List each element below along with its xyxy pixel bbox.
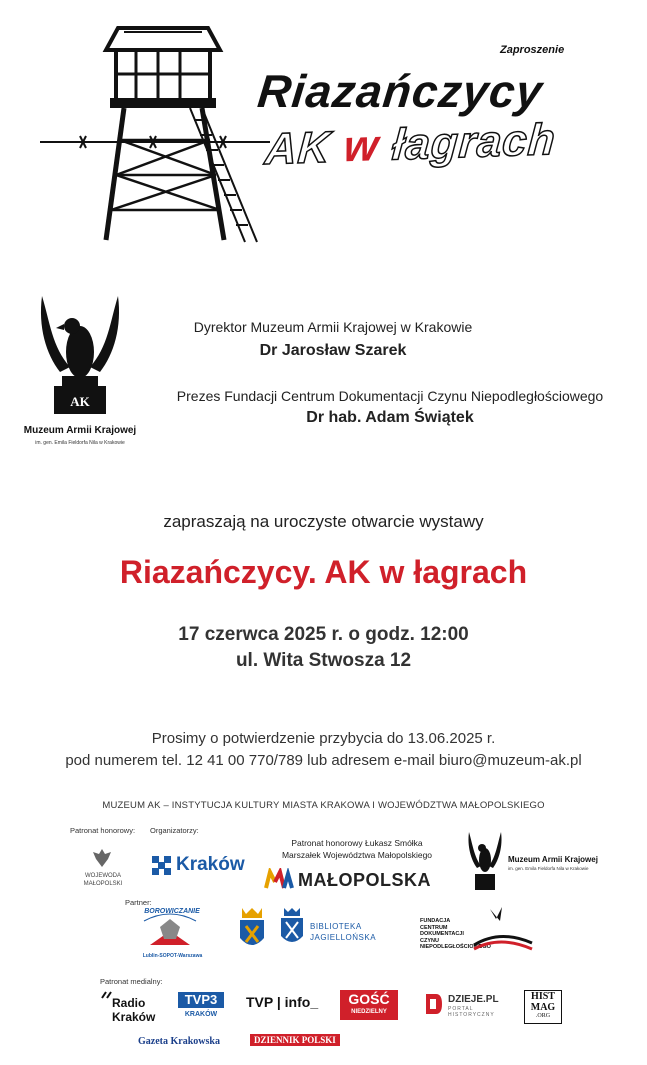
watchtower-illustration: [40, 10, 280, 245]
rsvp-line-2: pod numerem tel. 12 41 00 770/789 lub adresem e-mail biuro@muzeum-ak.pl: [65, 752, 582, 769]
museum-small-eagle-icon: [465, 830, 505, 892]
radio-krakow-text-2: Kraków: [112, 1010, 156, 1024]
biblioteka-text-1: BIBLIOTEKA: [310, 922, 362, 931]
organizatorzy-label: Organizatorzy:: [150, 826, 199, 835]
gosc-niedzielny-logo: [340, 990, 398, 1020]
patronat-honorowy-label: Patronat honorowy:: [70, 826, 136, 835]
rsvp-line-1: Prosimy o potwierdzenie przybycia do 13.06.2025 r.: [151, 730, 496, 747]
title-sub-left: AK: [263, 122, 333, 175]
malopolska-logo-icon: [264, 868, 294, 890]
dziennik-polski-logo: DZIENNIK POLSKI: [250, 1034, 340, 1046]
dzieje-pl-icon: [424, 992, 444, 1016]
fundacja-line-1: FUNDACJA: [420, 918, 451, 924]
exhibition-title: Riazańczycy. AK w łagrach: [119, 554, 528, 590]
gosc-subtext: NIEDZIELNY: [351, 1009, 387, 1015]
museum-small-name: Muzeum Armii Krajowej: [508, 855, 598, 864]
histmag-text-3: .ORG: [535, 1013, 551, 1019]
wojewoda-text: WOJEWODA MAŁOPOLSKI: [83, 873, 123, 887]
event-address: ul. Wita Stwosza 12: [235, 650, 412, 671]
dzieje-pl-subtext-1: PORTAL: [448, 1006, 474, 1012]
tvp-info-logo: TVP | info_: [246, 994, 319, 1010]
museum-plaque-text: AK: [70, 394, 90, 409]
fundacja-line-2: CENTRUM: [420, 924, 448, 931]
histmag-text-2: MAG: [530, 1002, 556, 1013]
fundacja-line-4: CZYNU: [420, 937, 439, 944]
biblioteka-jagiellonska-icon: [278, 906, 306, 950]
gosc-text: GOŚĆ: [348, 991, 390, 1007]
marshal-patronage-line-2: Marszałek Województwa Małopolskiego: [281, 850, 433, 860]
dzieje-pl-text: DZIEJE.PL: [448, 994, 499, 1005]
organizer-1-name: Dr Jarosław Szarek: [259, 342, 407, 359]
exhibition-title-main: Riazańczycy: [255, 65, 546, 117]
tvp3-subtext: KRAKÓW: [184, 1011, 218, 1018]
borowiczanie-subtext: Lublin-SOPOT-Warszawa: [142, 953, 203, 959]
tvp3-logo: TVP3: [178, 992, 224, 1008]
krakow-logo-text: Kraków: [176, 854, 245, 875]
organizer-1-role: Dyrektor Muzeum Armii Krajowej w Krakowie: [193, 319, 473, 335]
invitation-text: zapraszają na uroczyste otwarcie wystawy: [163, 512, 484, 531]
museum-logo-subtitle: im. gen. Emila Fieldorfa Nila w Krakowie: [35, 440, 125, 446]
organizer-2-name: Dr hab. Adam Świątek: [306, 409, 474, 426]
invitation-label: Zaproszenie: [500, 44, 565, 56]
fundacja-line-5: NIEPODLEGŁOŚCIOWEGO: [420, 944, 491, 950]
krakow-coat-of-arms-icon: [236, 906, 268, 954]
borowiczanie-text: BOROWICZANIE: [144, 908, 200, 915]
organizer-2-role: Prezes Fundacji Centrum Dokumentacji Czynu Niepodległościowego: [176, 388, 604, 404]
marshal-patronage-line-1: Patronat honorowy Łukasz Smółka: [291, 838, 423, 848]
malopolska-logo-text: MAŁOPOLSKA: [298, 870, 431, 890]
title-sub-right: łagrach: [390, 114, 558, 170]
museum-small-subtitle: im. gen. Emila Fieldorfa Nila w Krakowie: [508, 866, 589, 871]
biblioteka-text-2: JAGIELLOŃSKA: [310, 933, 377, 942]
dzieje-pl-subtext-2: HISTORYCZNY: [448, 1012, 495, 1018]
histmag-logo: [524, 990, 562, 1024]
institution-line: MUZEUM AK – INSTYTUCJA KULTURY MIASTA KRAKOWA I WOJEWÓDZTWA MAŁOPOLSKIEGO: [102, 800, 545, 811]
krakow-logo-icon: [152, 856, 172, 876]
wojewoda-eagle-icon: [90, 846, 114, 870]
gazeta-krakowska-logo: Gazeta Krakowska: [138, 1036, 220, 1047]
partner-label: Partner:: [125, 898, 152, 907]
patronat-medialny-label: Patronat medialny:: [100, 977, 163, 986]
title-sub-mid: w: [342, 121, 381, 172]
event-date: 17 czerwca 2025 r. o godz. 12:00: [178, 624, 469, 645]
museum-logo-name: Muzeum Armii Krajowej: [23, 425, 137, 436]
histmag-text-1: HIST: [531, 991, 555, 1002]
exhibition-title-sub: [263, 115, 557, 175]
fundacja-eagle-icon: [470, 905, 536, 951]
fundacja-line-3: DOKUMENTACJI: [420, 931, 464, 937]
radio-krakow-text-1: Radio: [112, 996, 146, 1010]
